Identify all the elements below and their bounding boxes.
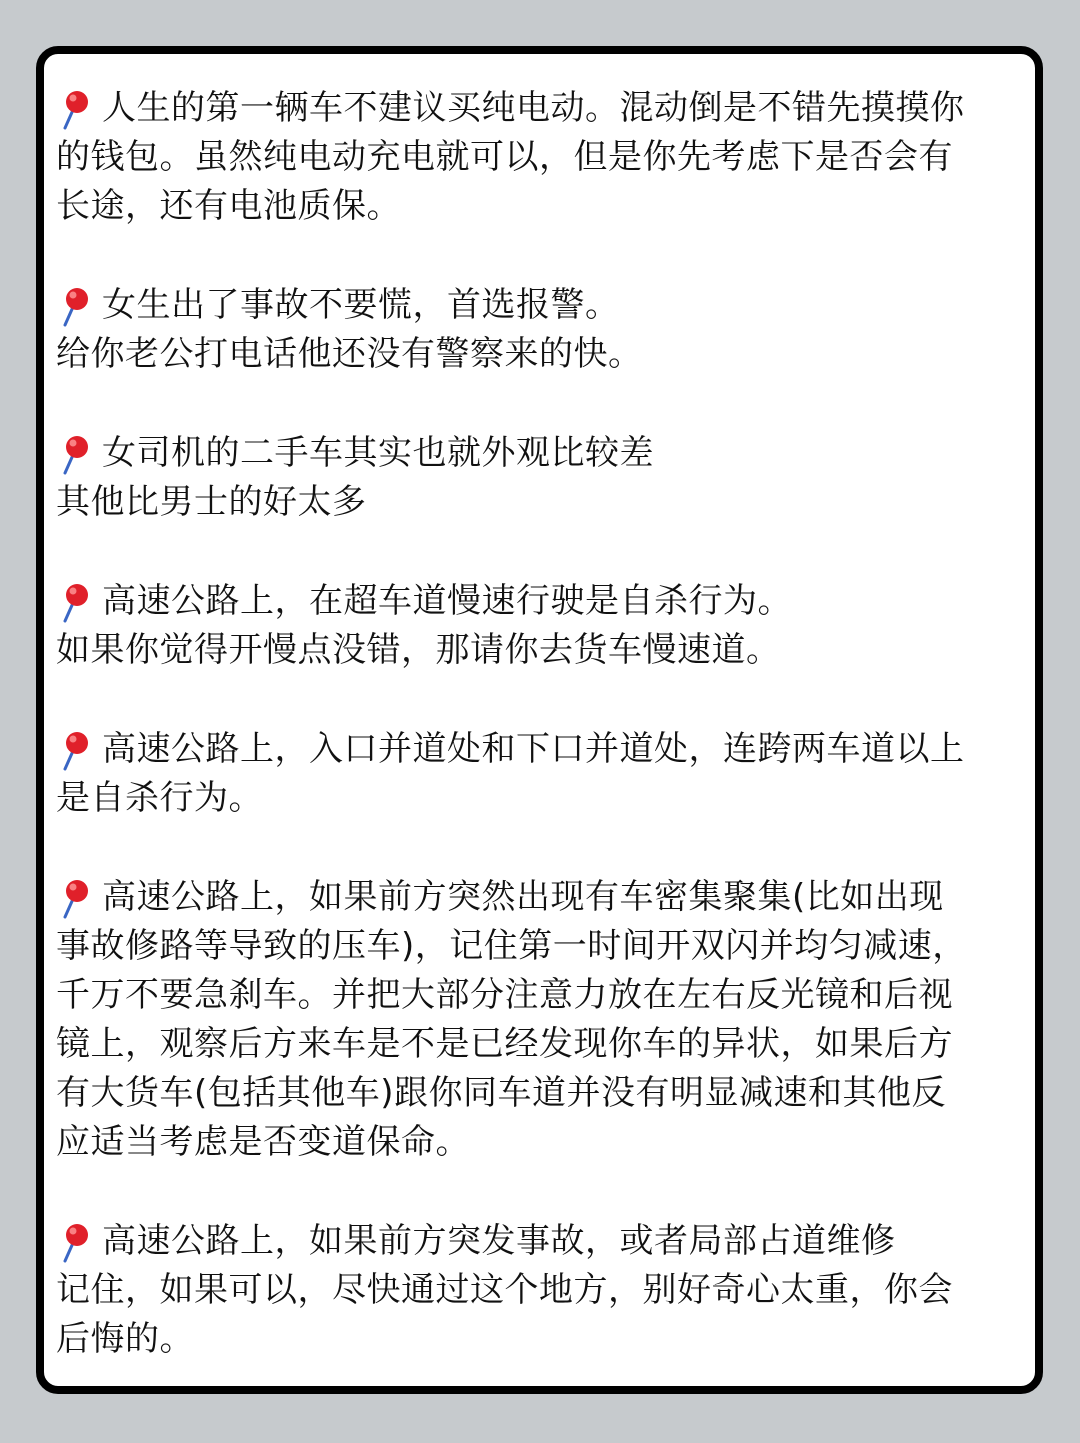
tip-3 [56,429,1025,527]
tip-line [56,429,1025,478]
tip-line: 应适当考虑是否变道保命。 [56,1122,470,1162]
tip-line: 是自杀行为。 [56,778,263,818]
pushpin-icon [56,281,96,330]
tip-line: 后悔的。 [56,1319,194,1359]
pushpin-icon [56,577,96,626]
tip-text: 女生出了事故不要慌，首选报警。 [102,285,620,325]
tip-text: 人生的第一辆车不建议买纯电动。混动倒是不错先摸摸你 [102,88,965,128]
tip-1 [56,84,1025,231]
tip-7 [56,1217,1025,1364]
tip-line: 镜上，观察后方来车是不是已经发现你车的异状，如果后方 [56,1024,953,1064]
tip-line: 给你老公打电话他还没有警察来的快。 [56,334,643,374]
tip-line [56,873,1025,922]
tip-5 [56,725,1025,823]
tip-line: 记住，如果可以，尽快通过这个地方，别好奇心太重，你会 [56,1270,953,1310]
tip-line [56,84,1025,133]
tip-line: 长途，还有电池质保。 [56,186,401,226]
tip-4 [56,577,1025,675]
pushpin-icon [56,873,96,922]
tip-line: 千万不要急刹车。并把大部分注意力放在左右反光镜和后视 [56,975,953,1015]
tip-text: 女司机的二手车其实也就外观比较差 [102,433,654,473]
tip-line: 事故修路等导致的压车)，记住第一时间开双闪并均匀减速， [56,926,967,966]
tip-line [56,725,1025,774]
tip-text: 高速公路上，在超车道慢速行驶是自杀行为。 [102,581,792,621]
pushpin-icon [56,725,96,774]
tip-text: 高速公路上，如果前方突发事故，或者局部占道维修 [102,1221,896,1261]
tip-6 [56,873,1025,1167]
tips-card [36,46,1043,1394]
tip-2 [56,281,1025,379]
pushpin-icon [56,429,96,478]
pushpin-icon [56,84,96,133]
tip-line: 其他比男士的好太多 [56,482,367,522]
pushpin-icon [56,1217,96,1266]
tip-line: 有大货车(包括其他车)跟你同车道并没有明显减速和其他反 [56,1073,947,1113]
tip-text: 高速公路上，如果前方突然出现有车密集聚集(比如出现 [102,877,944,917]
tip-line [56,281,1025,330]
tip-text: 高速公路上，入口并道处和下口并道处，连跨两车道以上 [102,729,965,769]
tip-line: 的钱包。虽然纯电动充电就可以，但是你先考虑下是否会有 [56,137,953,177]
tip-line: 如果你觉得开慢点没错，那请你去货车慢速道。 [56,630,781,670]
tip-line [56,577,1025,626]
tip-line [56,1217,1025,1266]
